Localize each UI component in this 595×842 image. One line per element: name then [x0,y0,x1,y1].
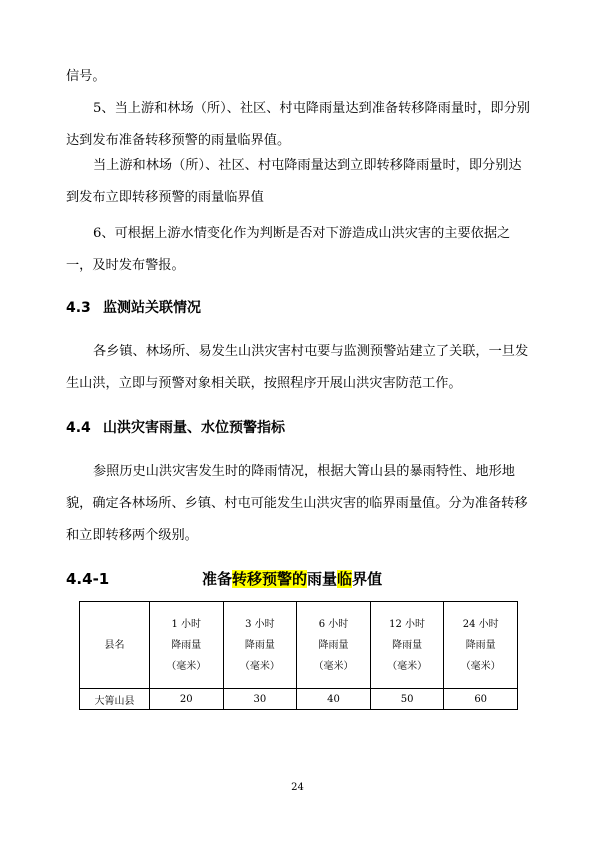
header-county: 县名 [80,602,150,689]
paragraph-continuation: 信号。 [66,69,106,84]
section-title: 监测站关联情况 [103,300,201,316]
section-heading-4-4 [66,417,285,437]
header-col-12h: 12 小时 降雨量 （毫米） [370,602,444,689]
section-heading-4-3 [66,297,201,317]
caption-highlight: 临 [337,570,353,588]
page-number: 24 [291,782,304,793]
table-header-row [80,602,518,689]
caption-part: 雨量 [307,570,338,588]
table-heading [66,568,536,592]
section-title: 山洪灾害雨量、水位预警指标 [103,420,285,436]
header-col-6h: 6 小时 降雨量 （毫米） [297,602,371,689]
section-number: 4.4 [66,420,91,436]
section-4-4-body: 参照历史山洪灾害发生时的降雨情况，根据大箐山县的暴雨特性、地形地貌，确定各林场所、乡镇、村屯可能发生山洪灾害的临界雨量值。分为准备转移和立即转移两个级别。 [66,464,528,543]
cell-value: 50 [370,689,444,710]
caption-part: 准备 [202,570,233,588]
paragraph-immediate-transfer: 当上游和林场（所）、社区、村屯降雨量达到立即转移降雨量时，即分别达到发布立即转移预警的雨量临界值 [66,158,522,205]
cell-county-name: 大箐山县 [80,689,150,710]
header-col-3h: 3 小时 降雨量 （毫米） [223,602,297,689]
table-caption [202,568,382,589]
cell-value: 20 [150,689,224,710]
paragraph-item-5: 5、当上游和林场（所）、社区、村屯降雨量达到准备转移降雨量时，即分别达到发布准备转移预警的雨量临界值。 [66,101,530,148]
cell-value: 40 [297,689,371,710]
table-number: 4.4-1 [66,570,110,588]
header-col-24h: 24 小时 降雨量 （毫米） [444,602,518,689]
paragraph-item-6: 6、可根据上游水情变化作为判断是否对下游造成山洪灾害的主要依据之一，及时发布警报。 [66,226,511,273]
cell-value: 30 [223,689,297,710]
section-number: 4.3 [66,300,91,316]
section-4-3-body: 各乡镇、林场所、易发生山洪灾害村屯要与监测预警站建立了关联，一旦发生山洪，立即与预警对象相关联，按照程序开展山洪灾害防范工作。 [66,344,529,391]
caption-part: 界值 [352,570,383,588]
rainfall-threshold-table [79,601,518,710]
caption-highlight: 转移预警的 [232,570,308,588]
header-col-1h: 1 小时 降雨量 （毫米） [150,602,224,689]
table-row [80,689,518,710]
cell-value: 60 [444,689,518,710]
